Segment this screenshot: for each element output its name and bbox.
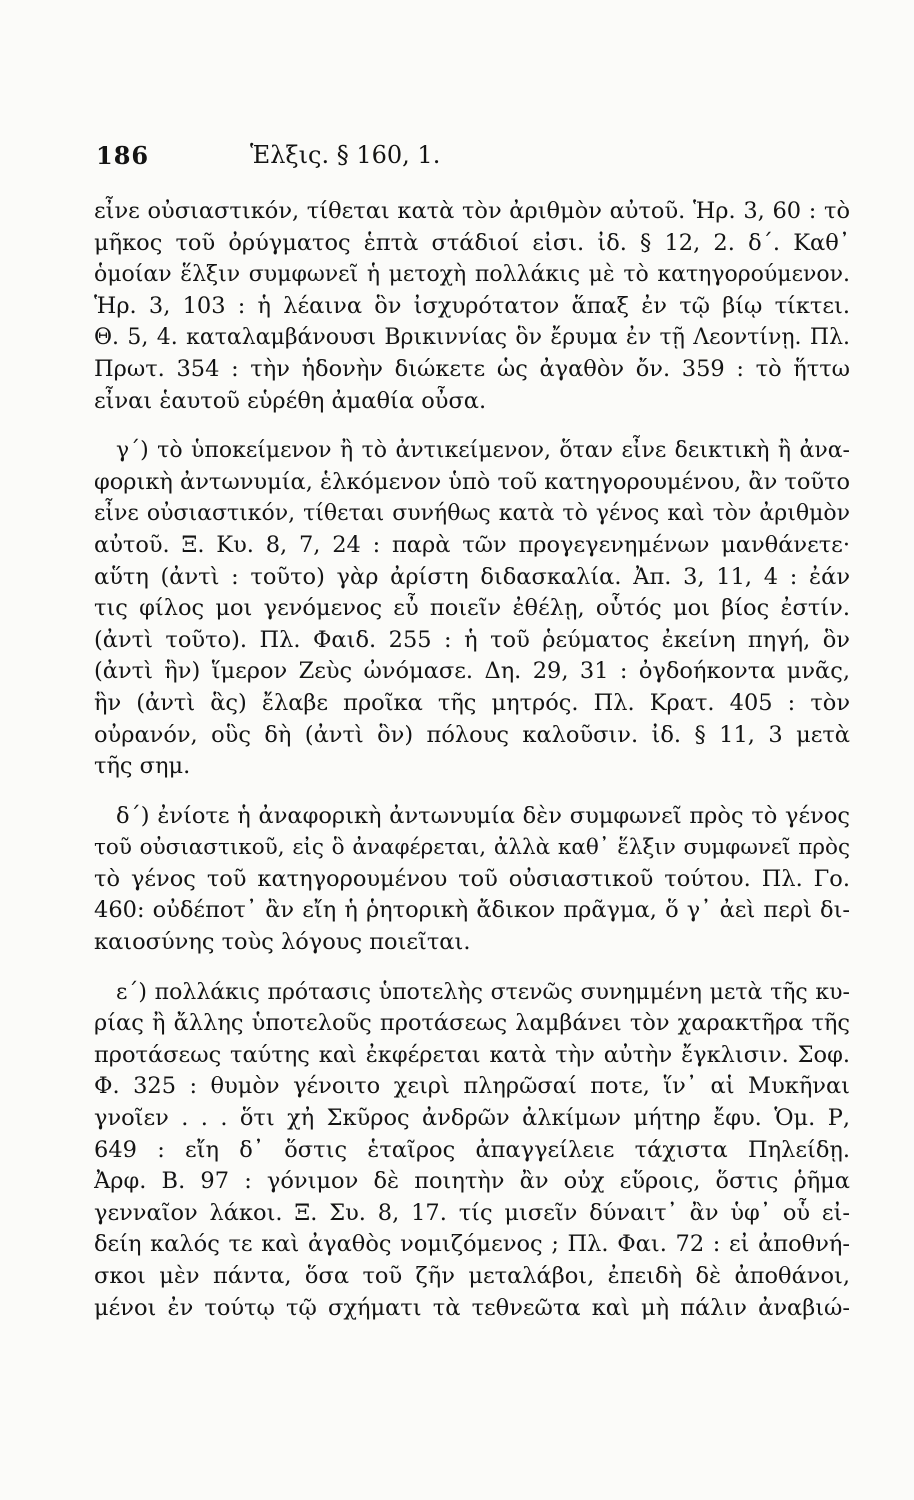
text-line: Πρωτ. 354 : τὴν ἡδονὴν διώκετε ὡς ἀγαθὸν ὄν. 359 : τὸ ἥττω — [94, 355, 850, 382]
text-line: τοῦ οὐσιαστικοῦ, εἰς ὃ ἀναφέρεται, ἀλλὰ καθ᾽ ἕλξιν συμφωνεῖ πρὸς — [94, 835, 850, 861]
text-line: Ἡρ. 3, 103 : ἡ λέαινα ὃν ἰσχυρότατον ἅπαξ ἐν τῷ βίῳ τίκτει. — [94, 292, 850, 319]
text-line: μένοι ἐν τούτῳ τῷ σχήματι τὰ τεθνεῶτα καὶ μὴ πάλιν ἀναβιώ- — [94, 1294, 850, 1321]
text-line: εἶνε οὐσιαστικόν, τίθεται κατὰ τὸν ἀριθμὸν αὐτοῦ. Ἡρ. 3, 60 : τὸ — [94, 198, 850, 224]
text-line: ὁμοίαν ἕλξιν συμφωνεῖ ἡ μετοχὴ πολλάκις μὲ τὸ κατηγορούμενον. — [94, 262, 850, 288]
text-line: Ἀρφ. Β. 97 : γόνιμον δὲ ποιητὴν ἂν οὐχ εὕροις, ὅστις ῥῆμα — [94, 1168, 850, 1195]
text-line: ἣν (ἀντὶ ἃς) ἔλαβε προῖκα τῆς μητρός. Πλ. Κρατ. 405 : τὸν — [94, 689, 850, 716]
paragraph-gap — [94, 783, 850, 801]
text-line: δείη καλός τε καὶ ἀγαθὸς νομιζόμενος ; Πλ. Φαι. 72 : εἰ ἀποθνή- — [94, 1231, 850, 1258]
text-line: γενναῖον λάκοι. Ξ. Συ. 8, 17. τίς μισεῖν δύναιτ᾽ ἂν ὑφ᾽ οὗ εἰ- — [94, 1199, 850, 1226]
text-line: τὸ γένος τοῦ κατηγορουμένου τοῦ οὐσιαστικοῦ τούτου. Πλ. Γο. — [94, 865, 850, 892]
text-line: προτάσεως ταύτης καὶ ἐκφέρεται κατὰ τὴν αὐτὴν ἔγκλισιν. Σοφ. — [94, 1041, 850, 1068]
text-line: αὐτοῦ. Ξ. Κυ. 8, 7, 24 : παρὰ τῶν προγεγενημένων μανθάνετε· — [94, 531, 850, 558]
text-line: γνοῖεν . . . ὅτι χἠ Σκῦρος ἀνδρῶν ἀλκίμων μήτηρ ἔφυ. Ὁμ. Ρ, — [94, 1105, 850, 1132]
paragraph-delta — [94, 801, 850, 959]
text-line: καιοσύνης τοὺς λόγους ποιεῖται. — [94, 929, 471, 956]
text-line: σκοι μὲν πάντα, ὅσα τοῦ ζῆν μεταλάβοι, ἐπειδὴ δὲ ἀποθάνοι, — [94, 1263, 850, 1289]
paragraph-epsilon — [94, 977, 850, 1325]
text-line: τις φίλος μοι γενόμενος εὖ ποιεῖν ἐθέλῃ, οὗτός μοι βίος ἐστίν. — [94, 595, 850, 622]
text-line: τῆς σημ. — [94, 753, 191, 780]
text-line: ρίας ἢ ἄλλης ὑποτελοῦς προτάσεως λαμβάνει τὸν χαρακτῆρα τῆς — [94, 1010, 850, 1037]
text-line: εἶναι ἑαυτοῦ εὑρέθη ἀμαθία οὖσα. — [94, 387, 487, 414]
text-line: αὕτη (ἀντὶ : τοῦτο) γὰρ ἀρίστη διδασκαλία. Ἀπ. 3, 11, 4 : ἐάν — [94, 563, 850, 590]
body-text — [94, 196, 850, 1324]
page-header — [96, 141, 856, 177]
page-number: 186 — [96, 141, 150, 170]
text-line: δ΄) ἐνίοτε ἡ ἀναφορικὴ ἀντωνυμία δὲν συμφωνεῖ πρὸς τὸ γένος — [116, 802, 850, 829]
paragraph-gap — [94, 417, 850, 435]
text-line: (ἀντὶ ἣν) ἵμερον Ζεὺς ὠνόμασε. Δη. 29, 31 : ὀγδοήκοντα μνᾶς, — [94, 658, 850, 685]
text-line: 460: οὐδέποτ᾽ ἂν εἴη ἡ ῥητορικὴ ἄδικον πρᾶγμα, ὅ γ᾽ ἀεὶ περὶ δι- — [94, 897, 850, 924]
text-line: φορικὴ ἀντωνυμία, ἑλκόμενον ὑπὸ τοῦ κατηγορουμένου, ἂν τοῦτο — [94, 468, 850, 495]
text-line: εἶνε οὐσιαστικόν, τίθεται συνήθως κατὰ τὸ γένος καὶ τὸν ἀριθμὸν — [94, 501, 850, 527]
text-line: μῆκος τοῦ ὀρύγματος ἑπτὰ στάδιοί εἰσι. ἰδ. § 12, 2. δ΄. Καθ᾽ — [94, 229, 850, 256]
text-line: ε΄) πολλάκις πρότασις ὑποτελὴς στενῶς συνημμένη μετὰ τῆς κυ- — [116, 979, 850, 1005]
text-line: γ΄) τὸ ὑποκείμενον ἢ τὸ ἀντικείμενον, ὅταν εἶνε δεικτικὴ ἢ ἀνα- — [116, 438, 850, 464]
text-line: οὐρανόν, οὓς δὴ (ἀντὶ ὃν) πόλους καλοῦσιν. ἰδ. § 11, 3 μετὰ — [94, 721, 850, 748]
text-line: 649 : εἴη δ᾽ ὅστις ἑταῖρος ἀπαγγείλειε τάχιστα Πηλείδῃ. — [94, 1136, 850, 1163]
paragraph-gamma — [94, 435, 850, 783]
text-line: Φ. 325 : θυμὸν γένοιτο χειρὶ πληρῶσαί ποτε, ἵν᾽ αἱ Μυκῆναι — [94, 1073, 850, 1100]
text-line: (ἀντὶ τοῦτο). Πλ. Φαιδ. 255 : ἡ τοῦ ῥεύματος ἐκείνη πηγή, ὃν — [94, 626, 850, 653]
paragraph-continuation — [94, 196, 850, 417]
text-line: Θ. 5, 4. καταλαμβάνουσι Βρικιννίας ὃν ἔρυμα ἐν τῇ Λεοντίνῃ. Πλ. — [94, 325, 850, 351]
paragraph-gap — [94, 959, 850, 977]
running-head: Ἑλξις. § 160, 1. — [250, 141, 441, 169]
